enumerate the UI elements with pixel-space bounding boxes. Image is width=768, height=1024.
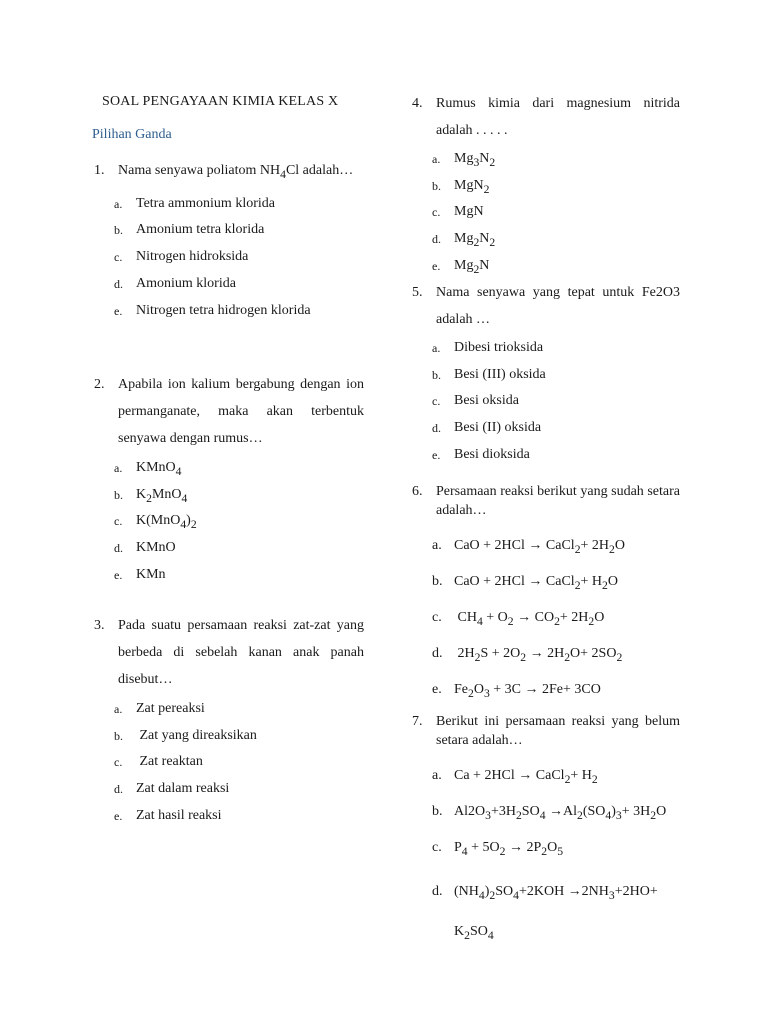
answer-option xyxy=(410,335,680,362)
option-text: Besi (II) oksida xyxy=(454,420,542,436)
question-3 xyxy=(92,612,364,829)
option-text: Nitrogen tetra hidrogen klorida xyxy=(136,302,311,318)
question-stem xyxy=(92,612,364,693)
option-text: MgN$_2$ xyxy=(454,177,490,196)
question-5 xyxy=(410,279,680,468)
option-letter: b. xyxy=(432,367,441,382)
question-6 xyxy=(410,482,680,708)
option-text: KMn xyxy=(136,566,166,582)
option-text: KMnO xyxy=(136,540,176,556)
option-text: $2H_2S + 2O_2 \to 2H_2O+ 2SO_2$ xyxy=(454,646,623,664)
option-text: Besi dioksida xyxy=(454,446,530,462)
option-text: Tetra ammonium klorida xyxy=(136,195,275,211)
answer-option xyxy=(410,362,680,389)
option-text: $Mg_2N_2$ xyxy=(454,231,496,249)
option-letter: c. xyxy=(114,514,123,529)
answer-option xyxy=(92,562,364,589)
question-number: 7. xyxy=(412,714,423,729)
question-text: Apabila ion kalium bergabung dengan ion permanganate, maka akan terbentuk senyawa dengan rumus… xyxy=(118,377,364,446)
option-letter: a. xyxy=(432,768,442,783)
document-title: SOAL PENGAYAAN KIMIA KELAS X xyxy=(102,94,339,109)
answer-option xyxy=(92,191,364,218)
option-list xyxy=(410,758,680,954)
question-2 xyxy=(92,371,364,588)
option-text: $Mg_2N$ xyxy=(454,257,490,276)
answer-option xyxy=(410,173,680,200)
answer-option xyxy=(92,508,364,535)
option-text: $(NH_4)_2SO_4+2KOH \to 2NH_3+2HO+ K_2SO_4$ xyxy=(454,884,658,942)
option-letter: c. xyxy=(432,205,441,220)
answer-option xyxy=(410,830,680,866)
question-number: 2. xyxy=(94,377,105,392)
option-text: $K(MnO_4)_2$ xyxy=(136,513,197,532)
option-list xyxy=(410,146,680,279)
option-letter: a. xyxy=(114,196,123,211)
option-text: Zat pereaksi xyxy=(136,701,205,716)
question-text: Pada suatu persamaan reaksi zat-zat yang berbeda di sebelah kanan anak panah disebut… xyxy=(118,618,364,687)
question-stem xyxy=(92,371,364,452)
option-text: Besi (III) oksida xyxy=(454,366,546,382)
option-text: Zat dalam reaksi xyxy=(136,781,230,797)
option-letter: e. xyxy=(432,447,441,462)
option-letter: d. xyxy=(114,782,123,797)
option-letter: c. xyxy=(432,610,442,625)
option-letter: e. xyxy=(114,303,123,318)
option-letter: a. xyxy=(432,538,442,553)
answer-option xyxy=(92,298,364,325)
question-number: 3. xyxy=(94,618,105,633)
option-letter: c. xyxy=(114,755,123,770)
option-text: $Al2O_3+3H_2SO_4 \to Al_2(SO_4)_3+ 3H_2O$ xyxy=(454,804,667,822)
option-text: Amonium tetra klorida xyxy=(136,222,265,238)
option-letter: d. xyxy=(432,884,443,899)
answer-option xyxy=(410,442,680,469)
option-letter: e. xyxy=(432,682,442,697)
question-number: 5. xyxy=(412,285,423,300)
answer-option xyxy=(410,672,680,708)
option-letter: c. xyxy=(114,250,123,265)
answer-option xyxy=(92,244,364,271)
option-text: $Fe_2O_3 + 3C \to 2Fe+ 3CO$ xyxy=(454,682,601,700)
question-text: Berikut ini persamaan reaksi yang belum setara adalah… xyxy=(436,714,680,748)
question-stem xyxy=(92,157,364,188)
option-letter: a. xyxy=(114,702,123,716)
option-list xyxy=(92,455,364,588)
option-letter: a. xyxy=(432,152,441,166)
option-text: $P_4 + 5O_2 \to 2P_2O_5$ xyxy=(454,840,564,858)
question-stem xyxy=(410,90,680,144)
option-letter: d. xyxy=(114,276,123,291)
option-letter: e. xyxy=(432,258,441,273)
option-letter: d. xyxy=(114,541,123,556)
question-stem xyxy=(410,279,680,333)
option-text: Dibesi trioksida xyxy=(454,340,544,355)
option-text: CaO + 2HCl → CaCl$_2$+ $H_2O$ xyxy=(454,574,618,592)
answer-option xyxy=(92,776,364,803)
option-letter: b. xyxy=(432,574,443,589)
answer-option xyxy=(92,455,364,482)
option-text: CaO + 2HCl → CaCl$_2$+ $2H_2O$ xyxy=(454,538,625,556)
answer-option xyxy=(410,528,680,564)
option-text: MgN xyxy=(454,204,484,220)
answer-option xyxy=(92,749,364,776)
question-stem xyxy=(410,712,680,750)
option-list xyxy=(410,335,680,468)
question-number: 1. xyxy=(94,163,105,178)
question-number: 4. xyxy=(412,96,423,111)
question-text: Rumus kimia dari magnesium nitrida adalah . . . . . xyxy=(436,96,680,138)
section-title: Pilihan Ganda xyxy=(92,127,172,142)
option-letter: d. xyxy=(432,421,441,436)
question-text: Nama senyawa poliatom $NH_4Cl$ adalah… xyxy=(118,163,354,181)
option-text: $Mg_3N_2$ xyxy=(454,151,496,169)
answer-option xyxy=(410,758,680,794)
answer-option xyxy=(92,271,364,298)
option-text: $K_2MnO_4$ xyxy=(136,486,188,505)
option-letter: b. xyxy=(432,178,441,193)
answer-option xyxy=(410,253,680,280)
answer-option xyxy=(410,388,680,415)
option-letter: d. xyxy=(432,646,443,661)
answer-option xyxy=(410,415,680,442)
option-letter: b. xyxy=(114,487,123,502)
option-text: Amonium klorida xyxy=(136,275,236,291)
option-text: Zat hasil reaksi xyxy=(136,807,222,823)
answer-option xyxy=(92,696,364,723)
question-7 xyxy=(410,712,680,954)
option-letter: c. xyxy=(432,840,442,855)
option-letter: c. xyxy=(432,394,441,409)
question-1 xyxy=(92,157,364,324)
answer-option xyxy=(410,794,680,830)
answer-option xyxy=(92,803,364,830)
option-text: Besi oksida xyxy=(454,393,519,409)
answer-option xyxy=(410,636,680,672)
option-text: Ca + 2HCl → CaCl$_2$+ $H_2$ xyxy=(454,768,598,786)
answer-option xyxy=(92,535,364,562)
option-text: KMnO$_4$ xyxy=(136,460,182,478)
option-letter: b. xyxy=(114,728,123,743)
option-text: Zat yang direaksikan xyxy=(136,727,257,743)
answer-option xyxy=(92,723,364,750)
option-text: Nitrogen hidroksida xyxy=(136,249,249,265)
answer-option xyxy=(410,600,680,636)
question-number: 6. xyxy=(412,484,423,499)
question-text: Nama senyawa yang tepat untuk Fe2O3 adalah … xyxy=(436,285,680,327)
question-stem xyxy=(410,482,680,520)
question-text: Persamaan reaksi berikut yang sudah setara adalah… xyxy=(436,484,680,518)
option-text: $CH_4 + O_2 \to CO_2+ 2H_2O$ xyxy=(454,610,605,628)
question-4 xyxy=(410,90,680,279)
answer-option xyxy=(410,564,680,600)
option-letter: a. xyxy=(114,461,123,475)
answer-option xyxy=(410,199,680,226)
option-letter: e. xyxy=(114,808,123,823)
option-letter: a. xyxy=(432,341,441,355)
answer-option xyxy=(92,482,364,509)
option-list xyxy=(92,696,364,829)
option-letter: b. xyxy=(114,223,123,238)
option-list xyxy=(92,191,364,324)
answer-option xyxy=(410,866,680,954)
answer-option xyxy=(92,217,364,244)
answer-option xyxy=(410,146,680,173)
option-letter: e. xyxy=(114,567,123,582)
option-text: Zat reaktan xyxy=(136,754,203,770)
option-letter: b. xyxy=(432,804,443,819)
answer-option xyxy=(410,226,680,253)
option-list xyxy=(410,528,680,708)
option-letter: d. xyxy=(432,232,441,247)
